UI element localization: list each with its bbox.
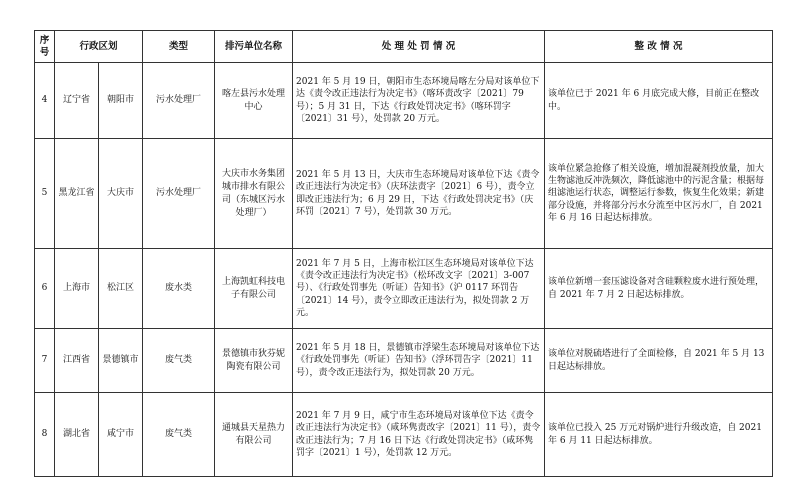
cell-penalty: 2021 年 7 月 5 日，上海市松江区生态环境局对该单位下达《责令改正违法行为决定书》（松环改文字〔2021〕3-007 号）、《行政处罚事先（听证）告知书》（沪 0117 环罚告〔2021〕14 号），责令立即改正违法行为，拟处罚款 2 万元。 [293, 249, 545, 329]
header-type: 类型 [143, 31, 215, 63]
cell-city: 景德镇市 [99, 329, 143, 393]
cell-unit: 上海凯虹科技电子有限公司 [215, 249, 293, 329]
table-row [35, 249, 773, 329]
table-row [35, 329, 773, 393]
enforcement-table [34, 30, 773, 477]
table-row [35, 139, 773, 249]
header-region: 行政区划 [55, 31, 143, 63]
cell-seq: 5 [35, 139, 55, 249]
cell-rectify: 该单位紧急抢修了相关设施，增加混凝剂投放量，加大生物滤池反冲洗频次，降低滤池中的污泥含量；根据每组滤池运行状态，调整运行参数，恢复生化效果；新建部分设施，并将部分污水分流至中区污水厂，自 2021 年 6 月 16 日起达标排放。 [545, 139, 773, 249]
cell-rectify: 该单位已投入 25 万元对锅炉进行升级改造，自 2021 年 6 月 11 日起达标排放。 [545, 393, 773, 477]
cell-penalty: 2021 年 5 月 18 日，景德镇市浮梁生态环境局对该单位下达《行政处罚事先（听证）告知书》（浮环罚告字〔2021〕11 号），责令改正违法行为，拟处罚款 20 万元。 [293, 329, 545, 393]
cell-city: 大庆市 [99, 139, 143, 249]
cell-seq: 6 [35, 249, 55, 329]
cell-penalty: 2021 年 7 月 9 日，咸宁市生态环境局对该单位下达《责令改正违法行为决定书》（咸环隽责改字〔2021〕11 号），责令改正违法行为；7 月 16 日下达《行政处罚决定书》（咸环隽罚字〔2021〕1 号），处罚款 12 万元。 [293, 393, 545, 477]
cell-province: 湖北省 [55, 393, 99, 477]
cell-province: 辽宁省 [55, 63, 99, 139]
header-unit: 排污单位名称 [215, 31, 293, 63]
cell-penalty: 2021 年 5 月 13 日，大庆市生态环境局对该单位下达《责令改正违法行为决定书》（庆环法责字〔2021〕6 号），责令立即改正违法行为；6 月 29 日，下达《行政处罚决定书》（庆环罚〔2021〕7 号），处罚款 30 万元。 [293, 139, 545, 249]
header-seq: 序号 [35, 31, 55, 63]
cell-seq: 7 [35, 329, 55, 393]
cell-city: 咸宁市 [99, 393, 143, 477]
cell-province: 上海市 [55, 249, 99, 329]
table-row [35, 393, 773, 477]
cell-unit: 景德镇市狄芬妮陶瓷有限公司 [215, 329, 293, 393]
cell-unit: 大庆市水务集团城市排水有限公司（东城区污水处理厂） [215, 139, 293, 249]
cell-unit: 通城县天星热力有限公司 [215, 393, 293, 477]
cell-unit: 喀左县污水处理中心 [215, 63, 293, 139]
cell-penalty: 2021 年 5 月 19 日，朝阳市生态环境局喀左分局对该单位下达《责令改正违法行为决定书》（喀环责改字〔2021〕79 号）；5 月 31 日，下达《行政处罚决定书》（喀环罚字〔2021〕31 号），处罚款 20 万元。 [293, 63, 545, 139]
cell-type: 废气类 [143, 329, 215, 393]
cell-type: 废水类 [143, 249, 215, 329]
cell-seq: 4 [35, 63, 55, 139]
cell-seq: 8 [35, 393, 55, 477]
header-row [35, 31, 773, 63]
cell-rectify: 该单位对脱硫塔进行了全面检修，自 2021 年 5 月 13 日起达标排放。 [545, 329, 773, 393]
cell-province: 黑龙江省 [55, 139, 99, 249]
cell-rectify: 该单位新增一套压滤设备对含硅颗粒废水进行预处理，自 2021 年 7 月 2 日起达标排放。 [545, 249, 773, 329]
cell-city: 朝阳市 [99, 63, 143, 139]
cell-rectify: 该单位已于 2021 年 6 月底完成大修，目前正在整改中。 [545, 63, 773, 139]
cell-type: 废气类 [143, 393, 215, 477]
table-row [35, 63, 773, 139]
header-penalty: 处 理 处 罚 情 况 [293, 31, 545, 63]
cell-city: 松江区 [99, 249, 143, 329]
cell-province: 江西省 [55, 329, 99, 393]
cell-type: 污水处理厂 [143, 139, 215, 249]
header-rectify: 整 改 情 况 [545, 31, 773, 63]
cell-type: 污水处理厂 [143, 63, 215, 139]
